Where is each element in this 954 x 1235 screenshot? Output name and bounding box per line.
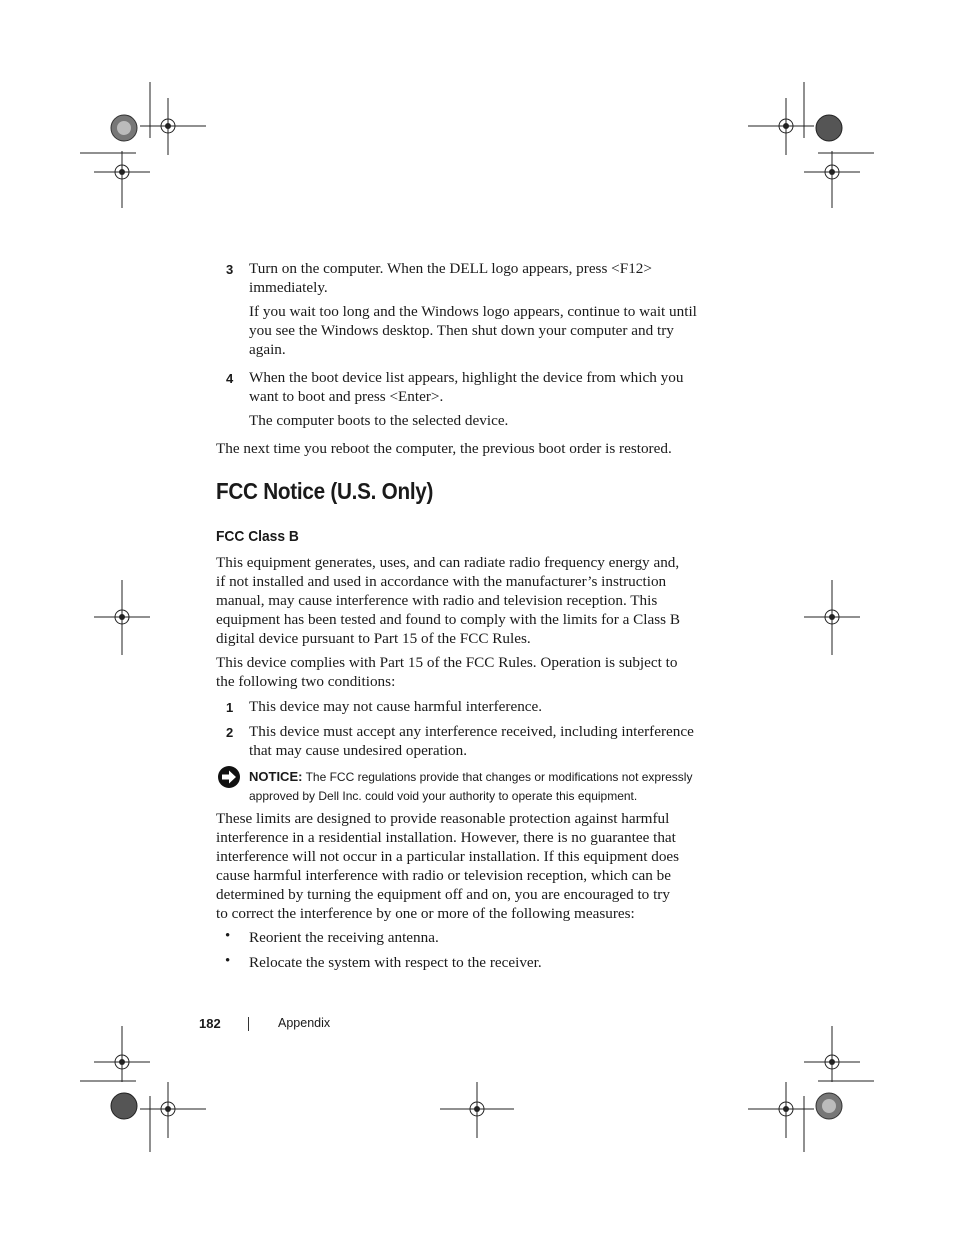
text-line: that may cause undesired operation. (249, 742, 468, 759)
text-line: you see the Windows desktop. Then shut down your computer and try (249, 322, 674, 339)
bullet-item: Relocate the system with respect to the receiver. (249, 954, 542, 971)
condition-text (249, 722, 719, 760)
paragraph (216, 653, 716, 691)
text-line: This equipment generates, uses, and can radiate radio frequency energy and, (216, 554, 680, 571)
text-line: manual, may cause interference with radio and television reception. This (216, 592, 658, 609)
footer-section: Appendix (278, 1016, 331, 1030)
notice-arrow-icon (217, 765, 241, 789)
step-text (249, 368, 719, 406)
paragraph (216, 553, 716, 648)
reboot-note: The next time you reboot the computer, the previous boot order is restored. (216, 440, 672, 457)
bullet-icon: • (225, 928, 231, 944)
step-number: 4 (226, 371, 234, 386)
notice-text: The FCC regulations provide that changes or modifications not expressly (305, 770, 693, 784)
footer-divider (248, 1017, 249, 1031)
text-line: the following two conditions: (216, 673, 396, 690)
step-followup (249, 411, 719, 430)
text-line: When the boot device list appears, highlight the device from which you (249, 369, 684, 386)
condition-text (249, 697, 719, 716)
text-line: interference will not occur in a particular installation. If this equipment does (216, 848, 680, 865)
bullet-icon: • (225, 953, 231, 969)
notice-box (249, 767, 719, 806)
bullet-item: Reorient the receiving antenna. (249, 929, 439, 946)
text-line: want to boot and press <Enter>. (249, 388, 444, 405)
text-line: determined by turning the equipment off and on, you are encouraged to try (216, 886, 670, 903)
step-followup (249, 302, 719, 359)
section-title: FCC Notice (U.S. Only) (216, 478, 434, 504)
notice-label: NOTICE: (249, 769, 303, 784)
text-line: immediately. (249, 279, 328, 296)
condition-number: 1 (226, 700, 234, 715)
text-line: The computer boots to the selected device. (249, 412, 509, 429)
paragraph (216, 809, 716, 923)
text-line: interference in a residential installation. However, there is no guarantee that (216, 829, 676, 846)
text-line: again. (249, 341, 286, 358)
text-line: equipment has been tested and found to comply with the limits for a Class B (216, 611, 680, 628)
text-line: if not installed and used in accordance with the manufacturer’s instruction (216, 573, 667, 590)
text-line: Turn on the computer. When the DELL logo appears, press <F12> (249, 260, 652, 277)
text-line: If you wait too long and the Windows logo appears, continue to wait until (249, 303, 697, 320)
text-line: These limits are designed to provide reasonable protection against harmful (216, 810, 670, 827)
condition-number: 2 (226, 725, 234, 740)
text-line: This device must accept any interference received, including interference (249, 723, 694, 740)
text-line: digital device pursuant to Part 15 of the FCC Rules. (216, 630, 531, 647)
notice-text: approved by Dell Inc. could void your authority to operate this equipment. (249, 789, 638, 803)
text-line: to correct the interference by one or more of the following measures: (216, 905, 635, 922)
step-number: 3 (226, 262, 234, 277)
text-line: cause harmful interference with radio or television reception, which can be (216, 867, 672, 884)
step-text (249, 259, 719, 297)
text-line: This device may not cause harmful interference. (249, 698, 543, 715)
text-line: This device complies with Part 15 of the FCC Rules. Operation is subject to (216, 654, 678, 671)
subsection-title: FCC Class B (216, 528, 299, 545)
page-number: 182 (199, 1016, 221, 1031)
